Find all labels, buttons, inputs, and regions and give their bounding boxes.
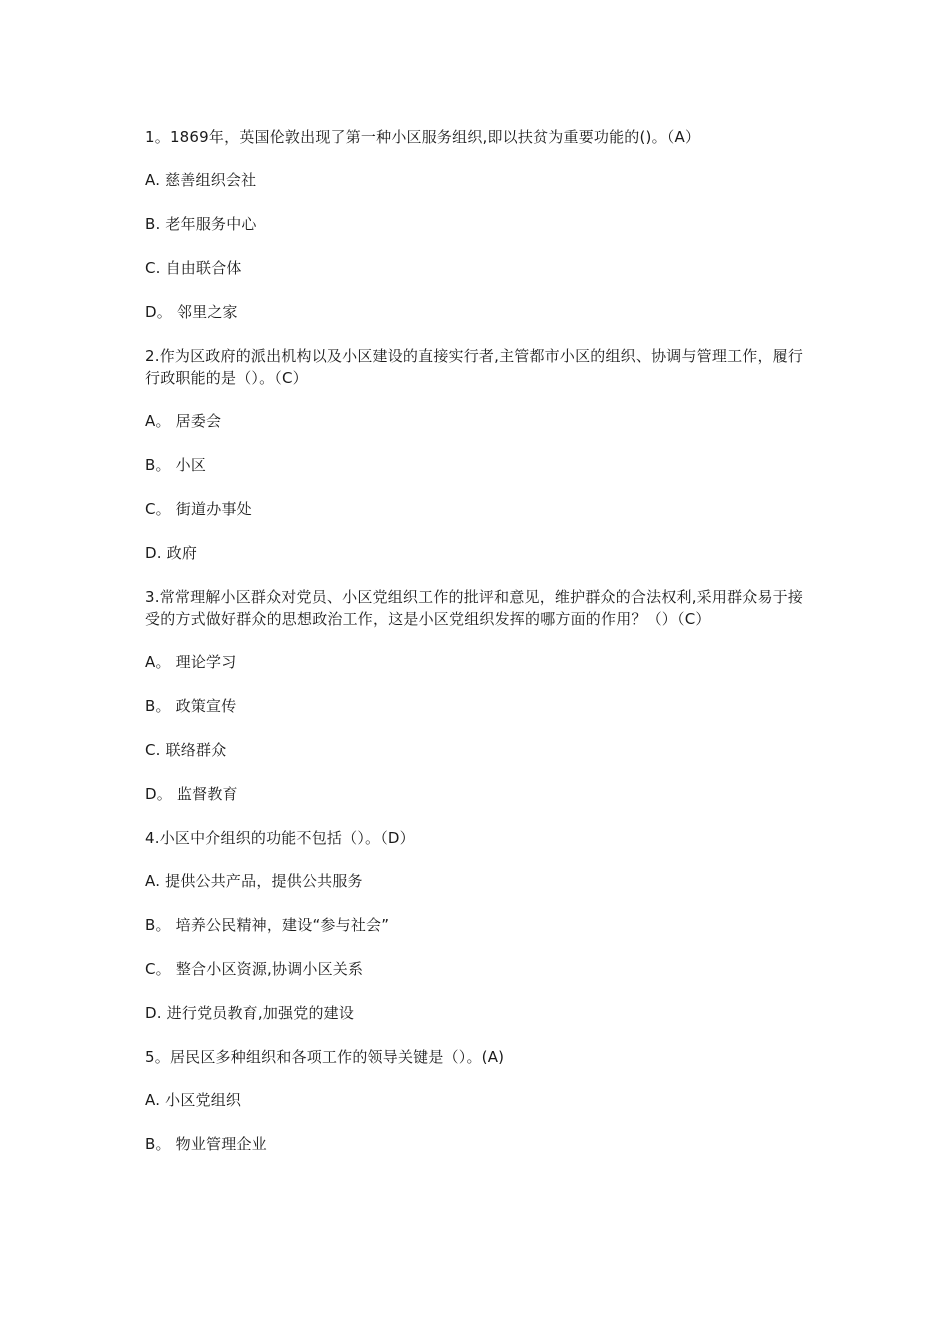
option-c: C。 整合小区资源,协调小区关系	[145, 960, 364, 978]
question-4	[145, 827, 810, 1024]
option-d: D. 政府	[145, 544, 198, 562]
option-c: C。 街道办事处	[145, 500, 252, 518]
option-a: A。 居委会	[145, 412, 222, 430]
option-a: A。 理论学习	[145, 653, 237, 671]
option-b: B。 培养公民精神，建设“参与社会”	[145, 916, 390, 934]
question-text: 2.作为区政府的派出机构以及小区建设的直接实行者,主管都市小区的组织、协调与管理工作，履行行政职能的是（）。（C）	[145, 347, 804, 387]
question-2	[145, 345, 810, 564]
option-a: A. 小区党组织	[145, 1091, 242, 1109]
option-b: B。 物业管理企业	[145, 1135, 267, 1153]
option-c: C. 自由联合体	[145, 259, 242, 277]
question-1	[145, 126, 810, 323]
option-c: C. 联络群众	[145, 741, 227, 759]
option-b: B。 小区	[145, 456, 207, 474]
option-a: A. 慈善组织会社	[145, 171, 257, 189]
option-d: D. 进行党员教育,加强党的建设	[145, 1004, 355, 1022]
option-d: D。 监督教育	[145, 785, 238, 803]
option-b: B。 政策宣传	[145, 697, 237, 715]
question-text: 1。1869年，英国伦敦出现了第一种小区服务组织,即以扶贫为重要功能的()。（A）	[145, 128, 701, 146]
option-a: A. 提供公共产品，提供公共服务	[145, 872, 363, 890]
question-text: 3.常常理解小区群众对党员、小区党组织工作的批评和意见，维护群众的合法权利,采用群众易于接受的方式做好群众的思想政治工作，这是小区党组织发挥的哪方面的作用？（）（C）	[145, 588, 804, 628]
option-d: D。 邻里之家	[145, 303, 238, 321]
option-b: B. 老年服务中心	[145, 215, 257, 233]
question-5	[145, 1046, 810, 1155]
question-list	[145, 126, 810, 1177]
question-text: 4.小区中介组织的功能不包括（）。（D）	[145, 829, 415, 847]
question-text: 5。居民区多种组织和各项工作的领导关键是（）。(A)	[145, 1048, 505, 1066]
question-3	[145, 586, 810, 805]
